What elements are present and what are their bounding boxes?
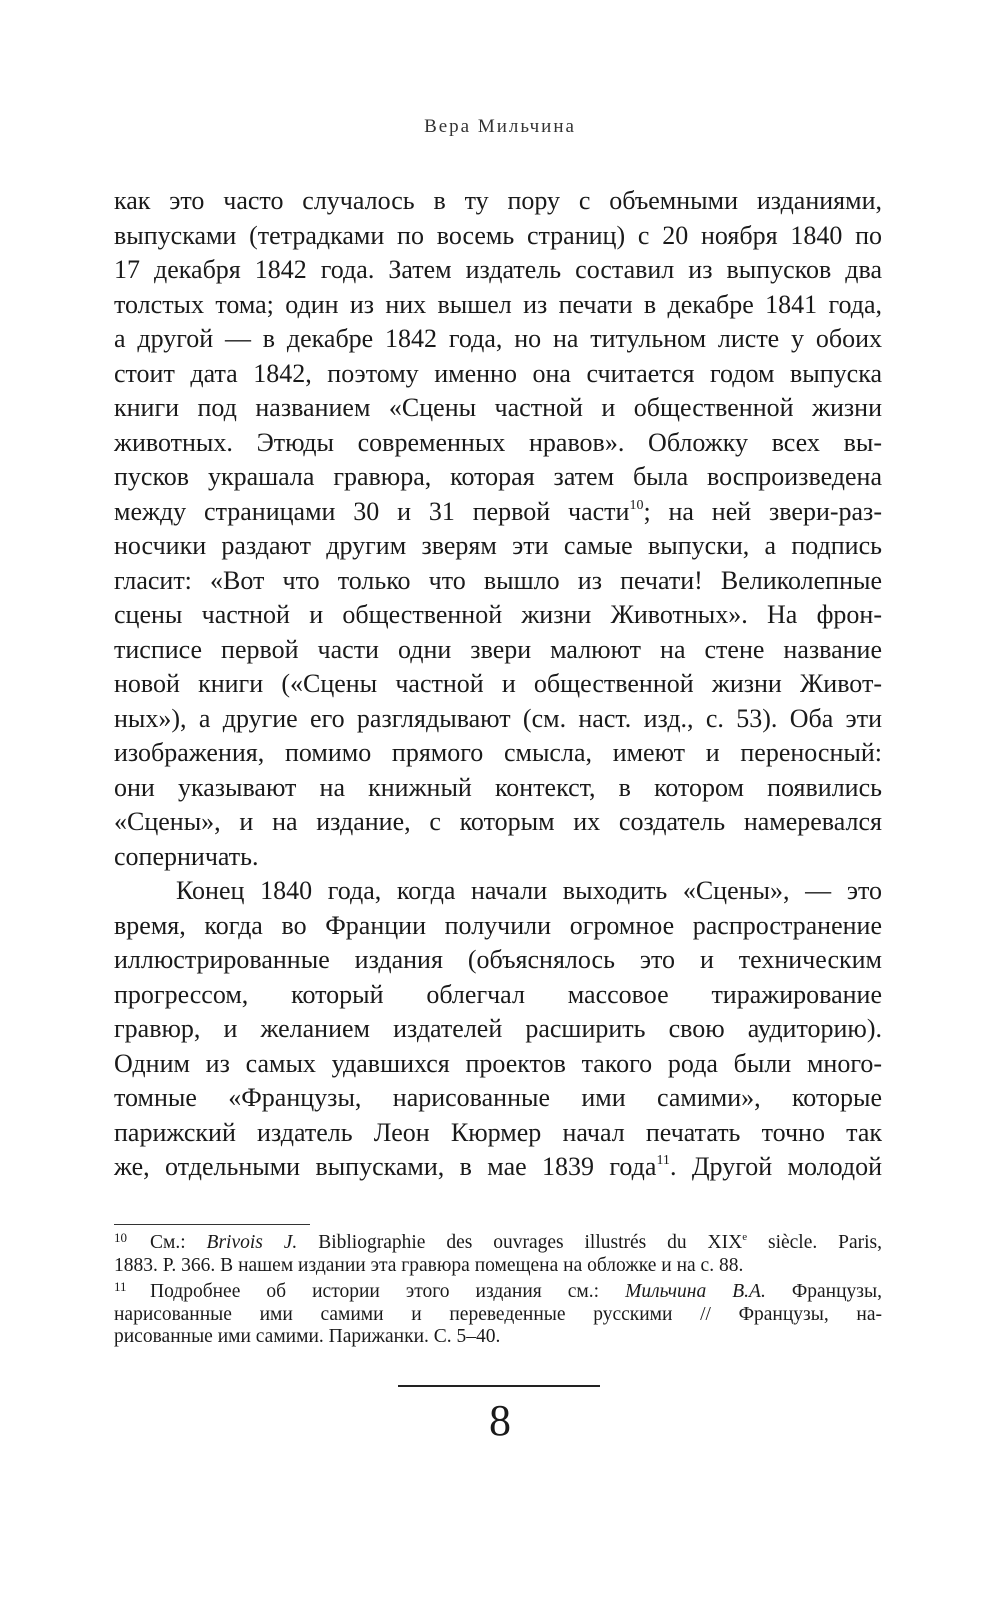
text-line-content: между страницами 30 и 31 первой части xyxy=(114,496,630,526)
text-line xyxy=(114,1012,882,1047)
footnote-author: Brivois J. xyxy=(206,1232,298,1253)
footnote-author: Мильчина В.А. xyxy=(625,1281,766,1302)
text-line-content: изображения, помимо прямого смысла, имеют и переносный: xyxy=(114,738,882,767)
text-line-content: пусков украшала гравюра, которая затем была воспроизведена xyxy=(114,462,882,491)
text-line-continuation: ; на ней звери-раз- xyxy=(643,496,882,526)
text-line-content: носчики раздают другим зверям эти самые выпуски, а подпись xyxy=(114,531,882,560)
text-line-content: выпусками (тетрадками по восемь страниц) с 20 ноября 1840 по xyxy=(114,220,882,250)
text-line-content: прогрессом, который облегчал массовое тиражирование xyxy=(114,979,882,1009)
text-line-content: они указывают на книжный контекст, в котором появились xyxy=(114,772,882,802)
text-line xyxy=(114,736,882,771)
text-line xyxy=(114,1150,882,1185)
text-line xyxy=(114,598,882,633)
text-line xyxy=(114,633,882,668)
text-line-content: иллюстрированные издания (объяснялось это и техническим xyxy=(114,945,882,974)
text-line-content: животных. Этюды современных нравов». Обложку всех вы- xyxy=(114,427,882,457)
footnote-text: Bibliographie des ouvrages illustrés du XIX xyxy=(297,1232,743,1253)
text-line xyxy=(114,426,882,461)
footnote-text: нарисованные ими самими и переведенные русскими // Французы, на- xyxy=(114,1303,882,1325)
text-line-content: гравюр, и желанием издателей расширить свою аудиторию). xyxy=(114,1014,882,1043)
text-line xyxy=(114,184,882,219)
text-line-content: как это часто случалось в ту пору с объемными изданиями, xyxy=(114,186,882,215)
text-line-content: 17 декабря 1842 года. Затем издатель составил из выпусков два xyxy=(114,255,882,284)
text-line-content: же, отдельными выпусками, в мае 1839 года xyxy=(114,1152,657,1181)
text-line-content: «Сцены», и на издание, с которым их создатель намеревался xyxy=(114,807,882,836)
footnote-ref[interactable]: 10 xyxy=(629,497,644,513)
text-line xyxy=(114,1116,882,1151)
text-line-content: а другой — в декабре 1842 года, но на титульном листе у обоих xyxy=(114,324,882,353)
text-line-content: гласит: «Вот что только что вышло из печати! Великолепные xyxy=(114,565,882,595)
text-line xyxy=(114,874,882,909)
footnote-text: См.: xyxy=(150,1232,207,1253)
footnote-text: рисованные ими самими. Парижанки. С. 5–40. xyxy=(114,1326,501,1347)
text-line-content: соперничать. xyxy=(114,841,259,871)
running-header: Вера Мильчина xyxy=(424,116,576,137)
text-line-content: толстых тома; один из них вышел из печати в декабре 1841 года, xyxy=(114,289,882,319)
footnote-line: 11 Подробнее об истории этого издания см.: Мильчина В.А. Французы, xyxy=(114,1279,882,1302)
text-line xyxy=(114,1047,882,1082)
text-line-content: стоит дата 1842, поэтому именно она считается годом выпуска xyxy=(114,358,882,388)
body-text xyxy=(114,184,882,1185)
page-number: 8 xyxy=(489,1396,511,1445)
footnotes xyxy=(114,1232,882,1349)
text-line xyxy=(114,771,882,806)
text-line xyxy=(114,805,882,840)
text-line-content: парижский издатель Леон Кюрмер начал печатать точно так xyxy=(114,1117,882,1147)
text-line xyxy=(114,495,882,530)
footnote-text: Подробнее об истории этого издания см.: xyxy=(150,1281,626,1302)
text-line xyxy=(114,1081,882,1116)
text-line xyxy=(114,909,882,944)
footnote-text: 1883. P. 366. В нашем издании эта гравюра помещена на обложке и на с. 88. xyxy=(114,1254,744,1276)
text-line xyxy=(114,219,882,254)
text-line xyxy=(114,460,882,495)
superscript: e xyxy=(742,1231,748,1243)
text-line-content: томные «Французы, нарисованные ими самими», которые xyxy=(114,1083,882,1112)
text-line xyxy=(114,288,882,323)
text-line-content: Конец 1840 года, когда начали выходить «Сцены», — это xyxy=(176,876,882,905)
footnote-line xyxy=(114,1304,882,1327)
text-line xyxy=(114,564,882,599)
text-line xyxy=(114,322,882,357)
text-line xyxy=(114,702,882,737)
footnote-ref[interactable]: 11 xyxy=(656,1153,670,1168)
footnote-line xyxy=(114,1255,882,1278)
text-line xyxy=(114,978,882,1013)
text-line xyxy=(114,667,882,702)
text-line xyxy=(114,357,882,392)
text-line xyxy=(114,391,882,426)
footnote-separator xyxy=(114,1224,310,1225)
text-line xyxy=(114,529,882,564)
text-line-content: книги под названием «Сцены частной и общественной жизни xyxy=(114,393,882,422)
text-line-content: Одним из самых удавшихся проектов такого рода были много- xyxy=(114,1048,882,1078)
text-line xyxy=(114,253,882,288)
footnote-text: siècle. Paris, xyxy=(747,1232,883,1253)
text-line-content: новой книги («Сцены частной и общественной жизни Живот- xyxy=(114,669,882,698)
footnote-line xyxy=(114,1326,882,1349)
text-line xyxy=(114,943,882,978)
page-number-rule xyxy=(398,1385,600,1387)
text-line-content: ных»), а другие его разглядывают (см. наст. изд., с. 53). Оба эти xyxy=(114,703,882,733)
text-line-content: сцены частной и общественной жизни Животных». На фрон- xyxy=(114,600,882,629)
text-line-content: тисписе первой части одни звери малюют на стене название xyxy=(114,634,882,664)
text-line-content: время, когда во Франции получили огромное распространение xyxy=(114,910,882,940)
text-line xyxy=(114,840,882,875)
footnote-text: Французы, xyxy=(765,1281,882,1302)
footnote-line: 10 См.: Brivois J. Bibliographie des ouvrages illustrés du XIXe siècle. Paris, xyxy=(114,1230,883,1253)
text-line-continuation: . Другой молодой xyxy=(669,1152,882,1181)
